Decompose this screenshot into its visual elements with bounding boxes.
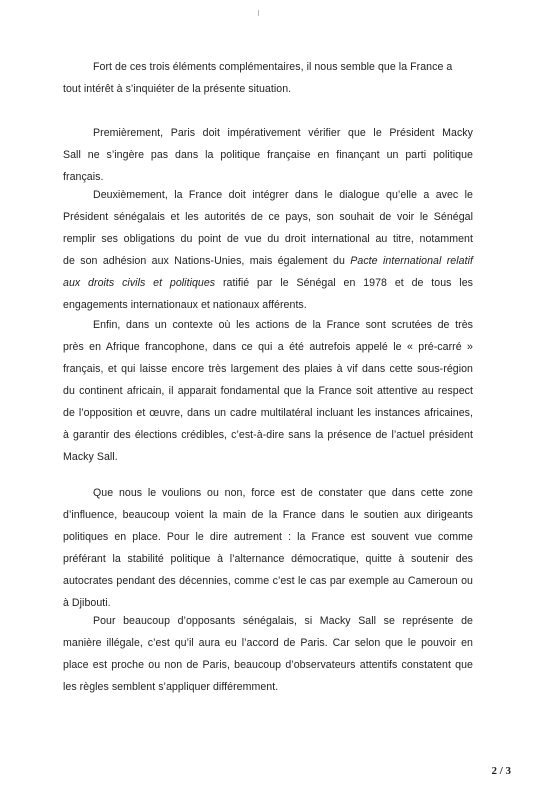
paragraph-line <box>63 272 473 294</box>
paragraph-1 <box>63 56 473 100</box>
paragraph-line: Sall ne s’ingère pas dans la politique française en finançant un parti politique <box>63 149 473 161</box>
paragraph-line: préférant la stabilité politique à l’alternance démocratique, quitte à soutenir des <box>63 553 473 565</box>
paragraph-line: de l’opposition et œuvre, dans un cadre multilatéral incluant les instances africaines, <box>63 407 473 419</box>
paragraph-line: Pour beaucoup d’opposants sénégalais, si Macky Sall se représente de <box>93 615 473 627</box>
paragraph-line: place est proche ou non de Paris, beaucoup d’observateurs attentifs constatent que <box>63 659 473 671</box>
paragraph-line: français, et qui laisse encore très largement des plaies à vif dans cette sous-région <box>63 363 473 375</box>
paragraph-line: autocrates pendant des décennies, comme c’est le cas par exemple au Cameroun ou <box>63 575 473 587</box>
paragraph-line: du continent africain, il apparait fondamental que la France soit attentive au respect <box>63 385 473 397</box>
paragraph-line: Président sénégalais et les autorités de ce pays, son souhait de voir le Sénégal <box>63 211 473 223</box>
paragraph-line: près en Afrique francophone, dans ce qui a été autrefois appelé le « pré-carré » <box>63 341 473 353</box>
paragraph-6 <box>63 610 473 698</box>
paragraph-line: manière illégale, c’est qu’il aura eu l’accord de Paris. Car selon que le pouvoir en <box>63 637 473 649</box>
paragraph-line: Premièrement, Paris doit impérativement vérifier que le Président Macky <box>93 127 473 139</box>
paragraph-line: remplir ses obligations du point de vue du droit international au titre, notamment <box>63 233 473 245</box>
paragraph-line: Deuxièmement, la France doit intégrer dans le dialogue qu’elle a avec le <box>93 189 473 201</box>
paragraph-3 <box>63 184 473 316</box>
page-number: 2 / 3 <box>491 765 511 777</box>
paragraph-line: Enfin, dans un contexte où les actions de la France sont scrutées de très <box>93 319 473 331</box>
scan-mark <box>258 10 259 16</box>
line-text: ratifié par le Sénégal en 1978 et de tous les <box>215 277 473 289</box>
paragraph-line: engagements internationaux et nationaux afférents. <box>63 299 307 311</box>
paragraph-line: Fort de ces trois éléments complémentaires, il nous semble que la France a <box>93 61 453 73</box>
paragraph-line: français. <box>63 171 104 183</box>
paragraph-4 <box>63 314 473 468</box>
paragraph-line: d’influence, beaucoup voient la main de la France dans le soutien aux dirigeants <box>63 509 473 521</box>
treaty-title-part-2: aux droits civils et politiques <box>63 277 216 289</box>
paragraph-line: à Djibouti. <box>63 597 111 609</box>
paragraph-line: Macky Sall. <box>63 451 118 463</box>
line-text: de son adhésion aux Nations-Unies, mais également du <box>63 255 351 267</box>
treaty-title-part-1: Pacte international relatif <box>350 255 473 267</box>
paragraph-line: à garantir des élections crédibles, c’est-à-dire sans la présence de l’actuel président <box>63 429 473 441</box>
paragraph-5 <box>63 482 473 614</box>
paragraph-line: tout intérêt à s’inquiéter de la présente situation. <box>63 83 292 95</box>
paragraph-line: les règles semblent s’appliquer différemment. <box>63 681 279 693</box>
paragraph-line <box>63 250 473 272</box>
paragraph-line: politiques en place. Pour le dire autrement : la France est souvent vue comme <box>63 531 473 543</box>
paragraph-2 <box>63 122 473 188</box>
paragraph-line: Que nous le voulions ou non, force est de constater que dans cette zone <box>93 487 473 499</box>
